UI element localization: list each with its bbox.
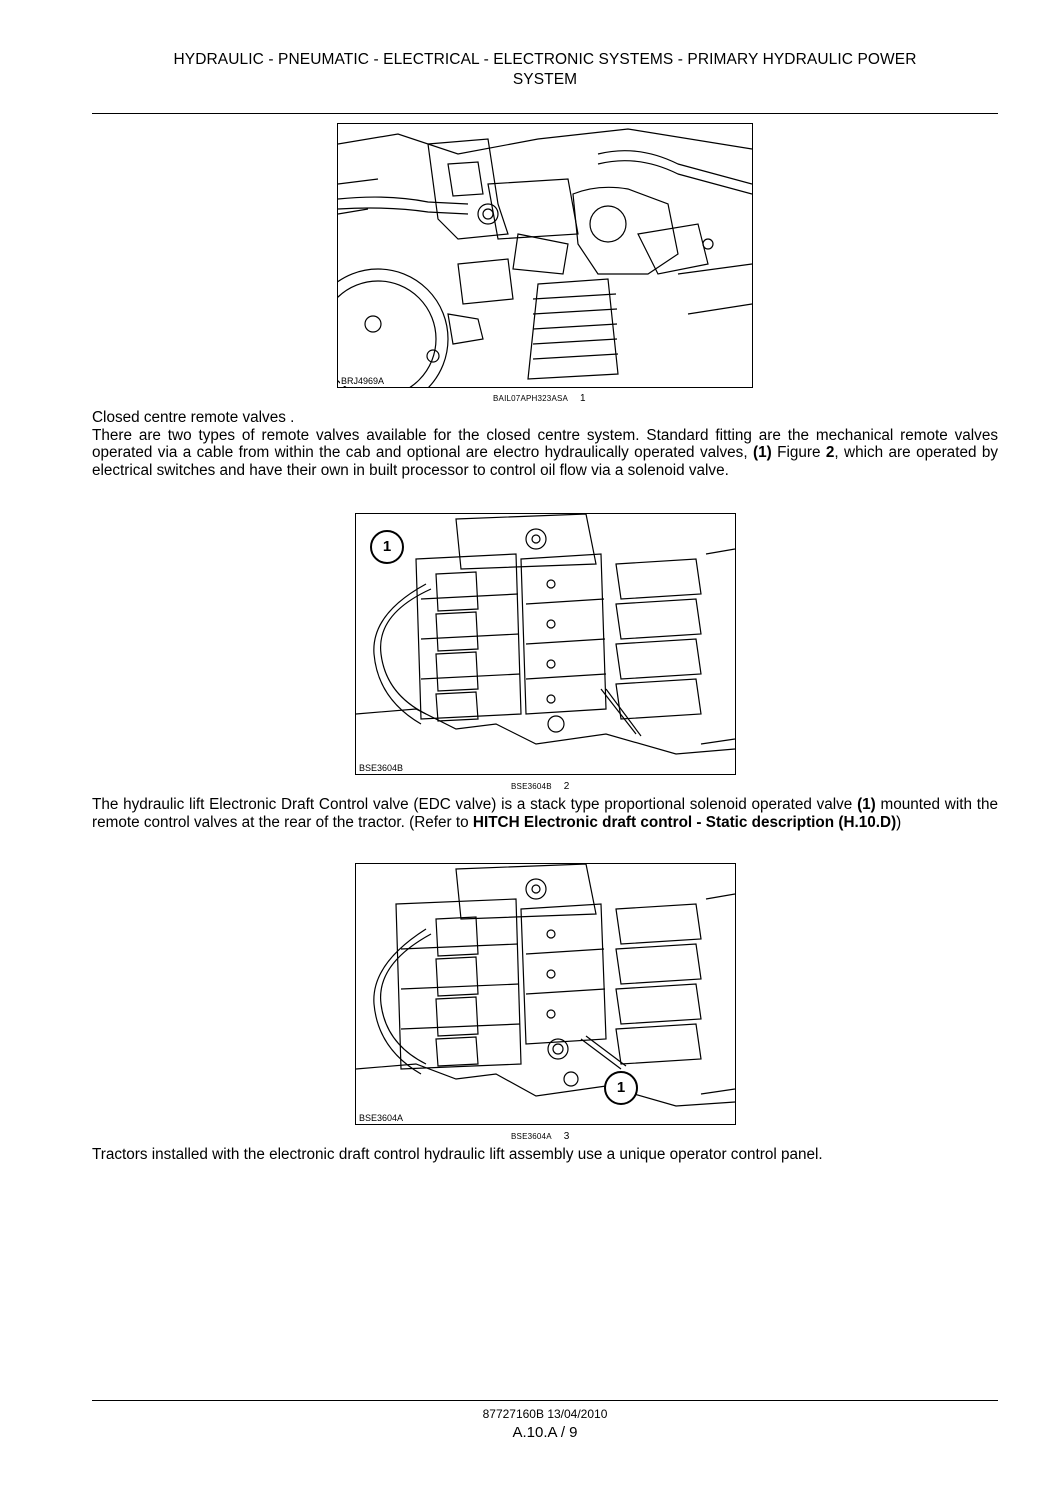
figure-1-illustration [337, 123, 753, 388]
paragraph-2-hitch-link[interactable]: HITCH Electronic draft control - Static description (H.10.D) [472, 813, 897, 831]
figure-3-caption-number: 3 [563, 1131, 570, 1142]
footer-page-number: A.10.A / 9 [512, 1424, 578, 1441]
paragraph-1-title: Closed centre remote valves . [92, 409, 295, 426]
figure-3-drawing [356, 864, 735, 1124]
figure-1-tag: BRJ4969A [341, 376, 385, 386]
header-line-1: HYDRAULIC - PNEUMATIC - ELECTRICAL - ELECTRONIC SYSTEMS - PRIMARY HYDRAULIC POWER [173, 51, 917, 68]
figure-3-caption-code: BSE3604A [511, 1132, 552, 1141]
figure-2-caption [511, 781, 570, 792]
figure-1-drawing [338, 124, 752, 387]
footer-document-code: 87727160B 13/04/2010 [482, 1407, 608, 1421]
figure-3-illustration [355, 863, 736, 1125]
page-header [92, 50, 998, 90]
paragraph-1-ref: (1) [753, 444, 772, 461]
paragraph-1-text-a: There are two types of remote valves available for the closed centre system. Standard fitting are the mechanical remote valves operated via a cable from within the cab and optional are electro hydraulically operated valves, [92, 426, 998, 461]
paragraph-edc-valve [92, 796, 998, 831]
paragraph-1-text-b: Figure [777, 444, 821, 461]
paragraph-operator-panel: Tractors installed with the electronic draft control hydraulic lift assembly use a unique operator control panel. [92, 1146, 823, 1163]
figure-3-tag: BSE3604A [359, 1113, 404, 1123]
paragraph-2-text-c: ) [896, 813, 902, 831]
figure-2-drawing [356, 514, 735, 774]
figure-3-caption [511, 1131, 570, 1142]
paragraph-1-figure-ref: 2 [825, 444, 835, 461]
header-rule [92, 113, 998, 114]
footer-rule [92, 1400, 998, 1401]
figure-2-caption-number: 2 [563, 781, 570, 792]
figure-1-caption [493, 393, 586, 404]
figure-1-caption-number: 1 [580, 393, 586, 404]
figure-2-tag: BSE3604B [359, 763, 404, 773]
header-line-2: SYSTEM [512, 71, 578, 88]
figure-2-caption-code: BSE3604B [511, 782, 552, 791]
paragraph-1-body [92, 427, 998, 480]
figure-1-caption-code: BAIL07APH323ASA [493, 394, 569, 403]
figure-2-illustration [355, 513, 736, 775]
paragraph-2-text-b: mounted with the remote control valves at the rear of the tractor. (Refer to [92, 796, 999, 831]
paragraph-2-ref: (1) [857, 796, 876, 813]
figure-2-callout: 1 [370, 530, 404, 564]
paragraph-closed-centre [92, 409, 998, 479]
paragraph-1-text-c: , which are operated by electrical switches and have their own in built processor to control oil flow via a solenoid valve. [92, 444, 999, 479]
figure-3-callout: 1 [604, 1071, 638, 1105]
paragraph-2-text-a: The hydraulic lift Electronic Draft Control valve (EDC valve) is a stack type proportional solenoid operated valve [92, 796, 853, 813]
